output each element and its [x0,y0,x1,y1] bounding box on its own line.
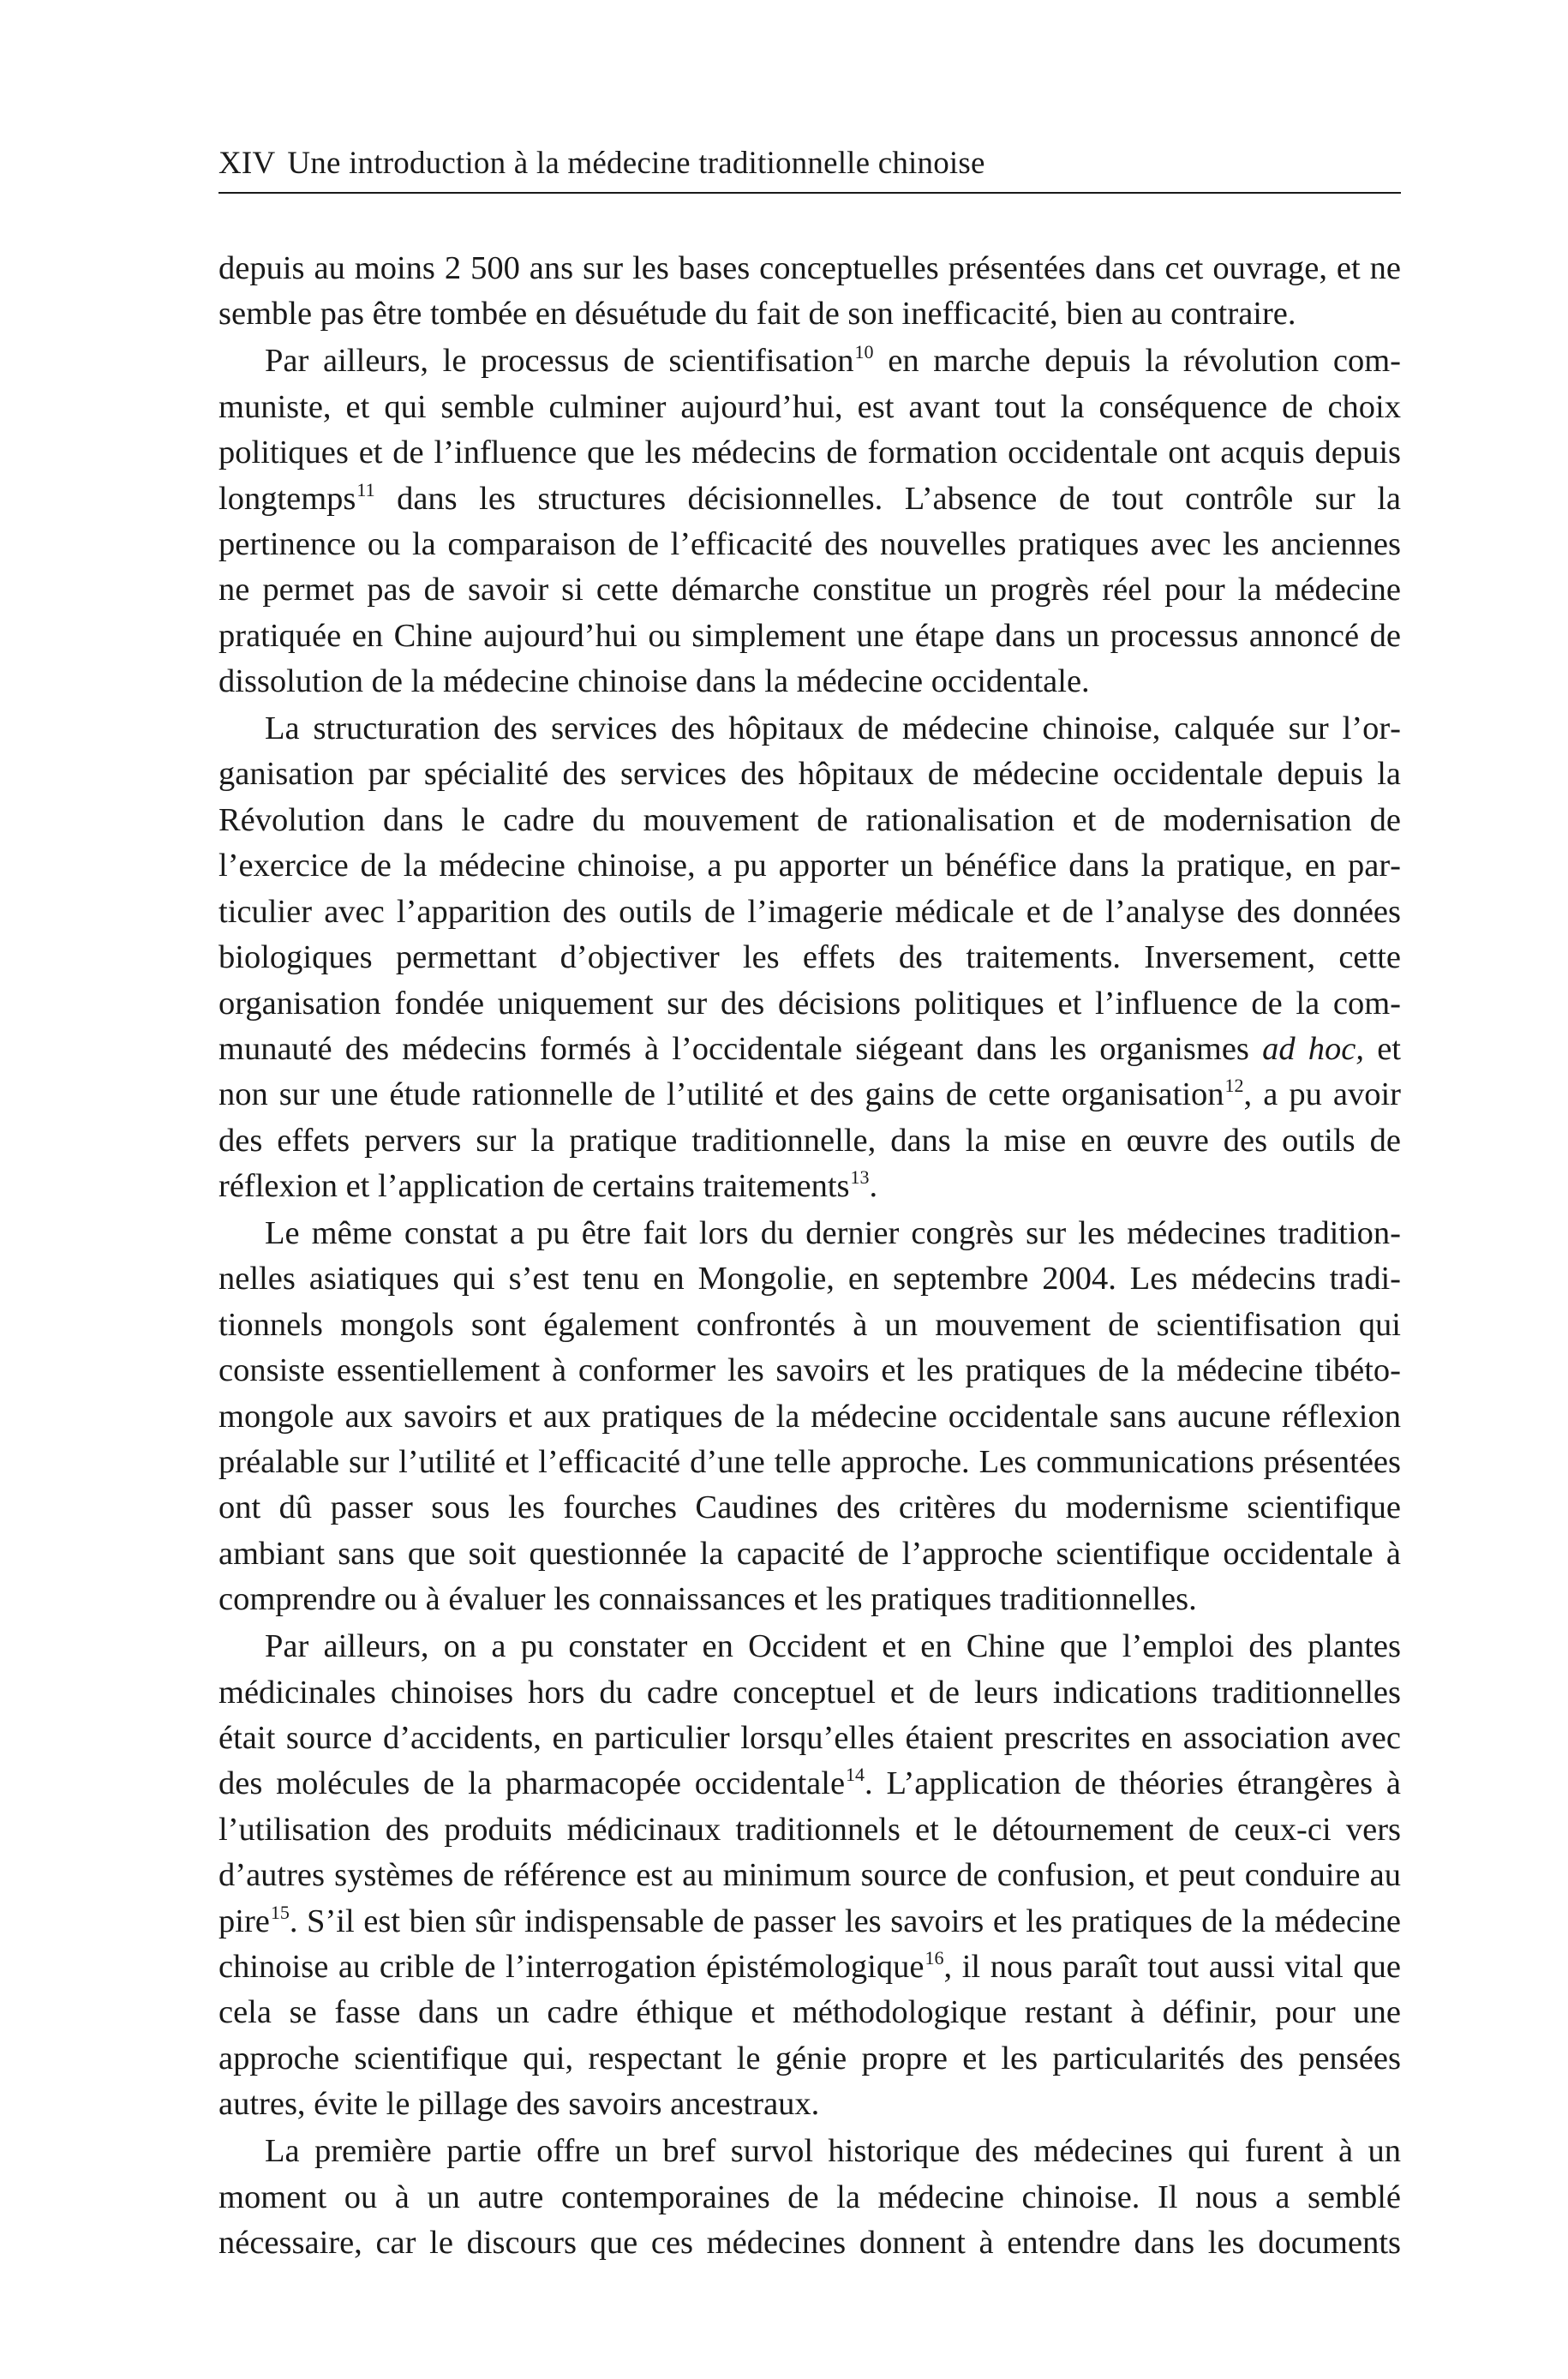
body-text [218,246,1401,2268]
paragraph-text: La première partie offre un bref survol historique des médecines qui furent à un moment ou à un autre contemporaines de la médecine chinoise. Il nous a semblé nécessaire, car le discours que ces médecines donnent à entendre dans les documents [218,2133,1401,2261]
paragraph-text: . L’application de théories étrangères à l’utilisation des produits médicinaux traditionnels et le détournement de ceux-ci vers d’autres systèmes de référence est au minimum source de confusion, et peut conduire au pire [218,1765,1401,1939]
paragraph-text: Par ailleurs, on a pu constater en Occident et en Chine que l’emploi des plantes médicinales chinoises hors du cadre conceptuel et de leurs indications traditionnelles était source d’accidents, en particulier lorsqu’elles étaient prescrites en association avec des molécules de la pharmacopée occidentale [218,1628,1401,1802]
paragraph-text: . [869,1168,878,1205]
page-number: XIV [218,146,276,181]
footnote-ref-11: 11 [356,478,375,500]
paragraph-text: et non sur une étude rationnelle de l’utilité et des gains de cette organisation [218,1030,1401,1113]
paragraph-text: , il nous paraît tout aussi vital que cela se fasse dans un cadre éthique et méthodologique restant à définir, pour une approche scientifique qui, respectant le génie propre et les particularités des pensées autres, évite le pillage des savoirs ancestraux. [218,1949,1401,2123]
footnote-ref-10: 10 [854,341,874,363]
footnote-ref-13: 13 [850,1166,870,1189]
italic-term: ad hoc, [1262,1030,1365,1067]
paragraph-text: . S’il est bien sûr indispensable de passer les savoirs et les pratiques de la médecine chinoise au crible de l’interrogation épistémologique [218,1903,1401,1986]
running-title: Une introduction à la médecine traditionnelle chinoise [287,146,985,181]
paragraph-text: , a pu avoir des effets pervers sur la pratique traditionnelle, dans la mise en œuvre des outils de réflexion et l’application de certains traitements [218,1076,1401,1205]
paragraph-2 [218,339,1401,704]
footnote-ref-16: 16 [925,1947,944,1969]
running-header [218,142,1401,194]
paragraph-text: La structuration des services des hôpitaux de médecine chinoise, calquée sur l’organisation par spécialité des services des hôpitaux de médecine occidentale depuis la Révolution dans le cadre du mouvement de rationalisation et de modernisation de l’exercice de la médecine chinoise, a pu apporter un bénéfice dans la pratique, en particulier avec l’apparition des outils de l’imagerie médicale et de l’analyse des données biologiques permettant d’objectiver les effets des traitements. Inversement, cette organisation fondée uniquement sur des décisions politiques et l’influence de la communauté des médecins formés à l’occidentale siégeant dans les organismes [218,710,1401,1067]
footnote-ref-15: 15 [270,1901,290,1923]
paragraph-text: Par ailleurs, le processus de scientifisation [265,343,854,380]
paragraph-text: en marche depuis la révolution communiste, et qui semble culminer aujourd’hui, est avant tout la conséquence de choix politiques et de l’influence que les médecins de formation occidentale ont acquis depuis longtemps [218,343,1401,517]
paragraph-text: Le même constat a pu être fait lors du dernier congrès sur les médecines traditionnelles asiatiques qui s’est tenu en Mongolie, en septembre 2004. Les médecins traditionnels mongols sont également confrontés à un mouvement de scientifisation qui consiste essentiellement à conformer les savoirs et les pratiques de la médecine tibéto-mongole aux savoirs et aux pratiques de la médecine occidentale sans aucune réflexion préalable sur l’utilité et l’efficacité d’une telle approche. Les communications présentées ont dû passer sous les fourches Caudines des critères du modernisme scientifique ambiant sans que soit questionnée la capacité de l’approche scientifique occidentale à comprendre ou à évaluer les connaissances et les pratiques traditionnelles. [218,1215,1401,1618]
paragraph-3 [218,706,1401,1209]
paragraph-6 [218,2129,1401,2266]
footnote-ref-12: 12 [1224,1075,1244,1097]
paragraph-text: depuis au moins 2 500 ans sur les bases conceptuelles présentées dans cet ouvrage, et ne semble pas être tombée en désuétude du fait de son inefficacité, bien au contraire. [218,250,1401,333]
footnote-ref-14: 14 [846,1764,865,1786]
paragraph-text: dans les structures décisionnelles. L’absence de tout contrôle sur la pertinence ou la comparaison de l’efficacité des nouvelles pratiques avec les anciennes ne permet pas de savoir si cette démarche constitue un progrès réel pour la médecine pratiquée en Chine aujourd’hui ou simplement une étape dans un processus annoncé de dissolution de la médecine chinoise dans la médecine occidentale. [218,480,1401,700]
paragraph-4 [218,1211,1401,1623]
paragraph-1 [218,246,1401,338]
paragraph-5 [218,1624,1401,2127]
